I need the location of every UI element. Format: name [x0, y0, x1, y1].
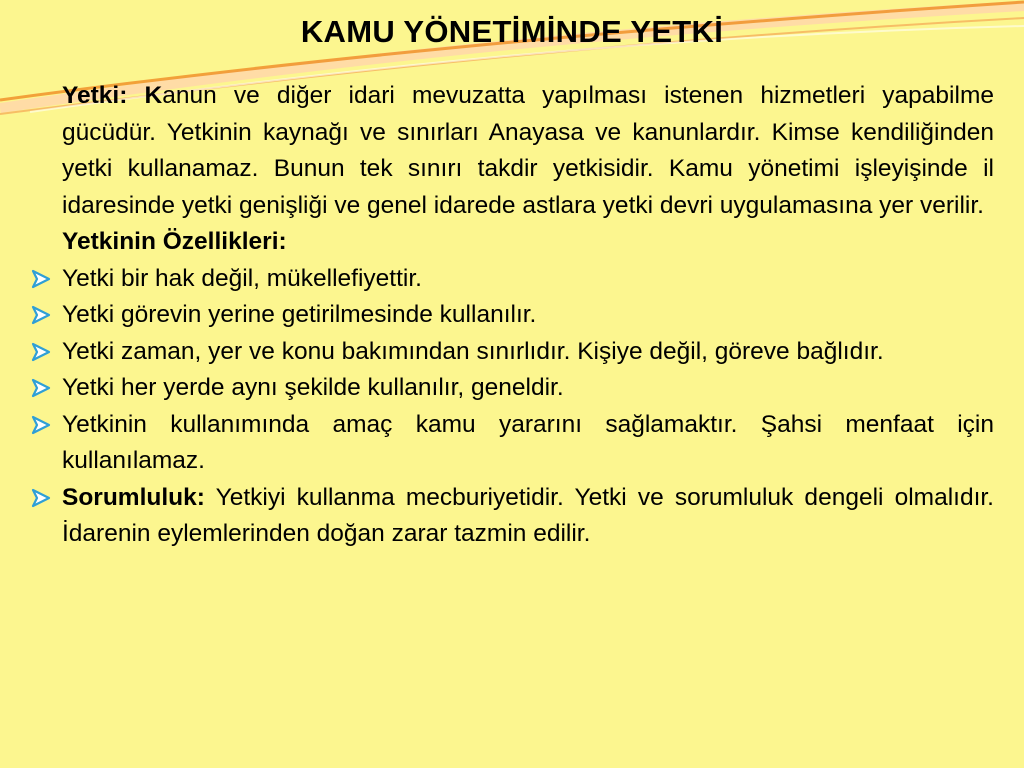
arrow-bullet-icon	[29, 303, 53, 327]
list-item-text: Yetki görevin yerine getirilmesinde kullanılır.	[62, 301, 537, 328]
features-list	[62, 261, 994, 553]
list-item	[62, 480, 994, 553]
arrow-bullet-icon	[29, 340, 53, 364]
subheading: Yetkinin Özellikleri:	[62, 228, 287, 255]
list-item	[62, 407, 994, 480]
list-item-text: Yetkiyi kullanma mecburiyetidir. Yetki ve sorumluluk dengeli olmalıdır. İdarenin eylemlerinden doğan zarar tazmin edilir.	[62, 483, 994, 547]
list-item	[62, 334, 994, 371]
definition-term: Yetki:	[62, 82, 145, 109]
list-item-text: Yetki zaman, yer ve konu bakımından sınırlıdır. Kişiye değil, göreve bağlıdır.	[62, 337, 884, 365]
list-item-lead: Sorumluluk:	[62, 483, 205, 511]
list-item	[62, 297, 994, 334]
list-item-text: Yetkinin kullanımında amaç kamu yararını sağlamaktır. Şahsi menfaat için kullanılamaz.	[62, 410, 994, 474]
slide-title: KAMU YÖNETİMİNDE YETKİ	[300, 14, 724, 49]
arrow-bullet-icon	[29, 267, 53, 291]
list-item-text: Yetki her yerde aynı şekilde kullanılır, geneldir.	[62, 374, 564, 401]
arrow-bullet-icon	[29, 413, 53, 437]
definition-initial: K	[144, 82, 163, 109]
list-item	[62, 370, 994, 407]
definition-body: anun ve diğer idari mevuzatta yapılması istenen hizmetleri yapabilme gücüdür. Yetkinin kaynağı ve sınırları Anayasa ve kanunlardır. Kimse kendiliğinden yetki kullanamaz. Bunun tek sınırı takdir yetkisidir. Kamu yönetimi işleyişinde il idaresinde yetki genişliği ve genel idarede astlara yetki devri uygulamasına yer verilir.	[62, 82, 994, 219]
list-item	[62, 261, 994, 298]
arrow-bullet-icon	[29, 486, 53, 510]
arrow-bullet-icon	[29, 376, 53, 400]
list-item-text: Yetki bir hak değil, mükellefiyettir.	[62, 264, 422, 292]
slide-content	[62, 78, 994, 553]
definition-paragraph	[62, 78, 994, 224]
